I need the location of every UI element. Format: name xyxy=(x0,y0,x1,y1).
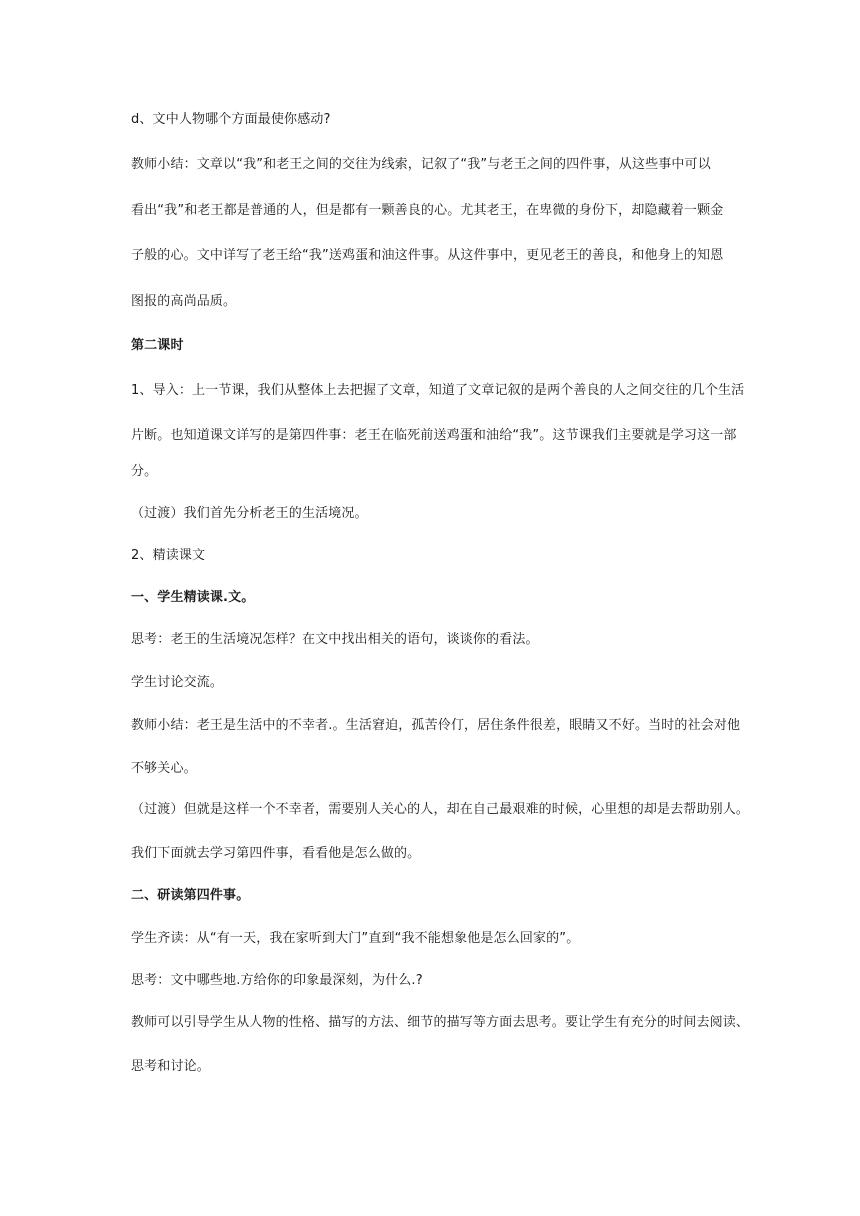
section-heading-lesson-two: 第二课时 xyxy=(131,338,184,353)
summary-line-4: 图报的高尚品质。 xyxy=(131,294,237,309)
guidance-line-1: 教师可以引导学生从人物的性格、描写的方法、细节的描写等方面去思考。要让学生有充分的时间去阅读、 xyxy=(131,1015,750,1030)
transition-2-line-2: 我们下面就去学习第四件事，看看他是怎么做的。 xyxy=(131,846,421,861)
subheading-one: 一、学生精读课.文。 xyxy=(131,590,255,605)
discussion-line: 学生讨论交流。 xyxy=(131,675,224,690)
step-two-heading: 2、精读课文 xyxy=(131,548,206,563)
guidance-line-2: 思考和讨论。 xyxy=(131,1059,210,1074)
subheading-two: 二、研读第四件事。 xyxy=(131,888,250,903)
summary-line-3: 子般的心。文中详写了老王给“我”送鸡蛋和油这件事。从这件事中，更见老王的善良，和他身上的知恩 xyxy=(131,248,724,263)
transition-1: （过渡）我们首先分析老王的生活境况。 xyxy=(131,506,368,521)
intro-line-2: 片断。也知道课文详写的是第四件事：老王在临死前送鸡蛋和油给“我”。这节课我们主要就是学习这一部 xyxy=(131,428,737,443)
summary-line-2: 看出“我”和老王都是普通的人，但是都有一颗善良的心。尤其老王，在卑微的身份下，却隐藏着一颗金 xyxy=(131,203,724,218)
question-d: d、文中人物哪个方面最使你感动? xyxy=(131,112,331,127)
read-aloud-line: 学生齐读：从“有一天，我在家听到大门”直到“我不能想象他是怎么回家的”。 xyxy=(131,931,580,946)
teacher-summary-2-line-1: 教师小结：老王是生活中的不幸者.。生活窘迫，孤苦伶仃，居住条件很差，眼睛又不好。当时的社会对他 xyxy=(131,718,741,733)
transition-2-line-1: （过渡）但就是这样一个不幸者，需要别人关心的人，却在自己最艰难的时候，心里想的却是去帮助别人。 xyxy=(131,802,750,817)
summary-line-1: 教师小结：文章以“我”和老王之间的交往为线索，记叙了“我”与老王之间的四件事，从这些事中可以 xyxy=(131,157,711,172)
teacher-summary-2-line-2: 不够关心。 xyxy=(131,761,197,776)
intro-line-1: 1、导入：上一节课，我们从整体上去把握了文章，知道了文章记叙的是两个善良的人之间交往的几个生活 xyxy=(131,383,745,398)
think-question-2: 思考：文中哪些地.方给你的印象最深刻，为什么.? xyxy=(131,973,423,988)
think-question-1: 思考：老王的生活境况怎样？在文中找出相关的语句，谈谈你的看法。 xyxy=(131,632,539,647)
intro-line-3: 分。 xyxy=(131,464,158,479)
